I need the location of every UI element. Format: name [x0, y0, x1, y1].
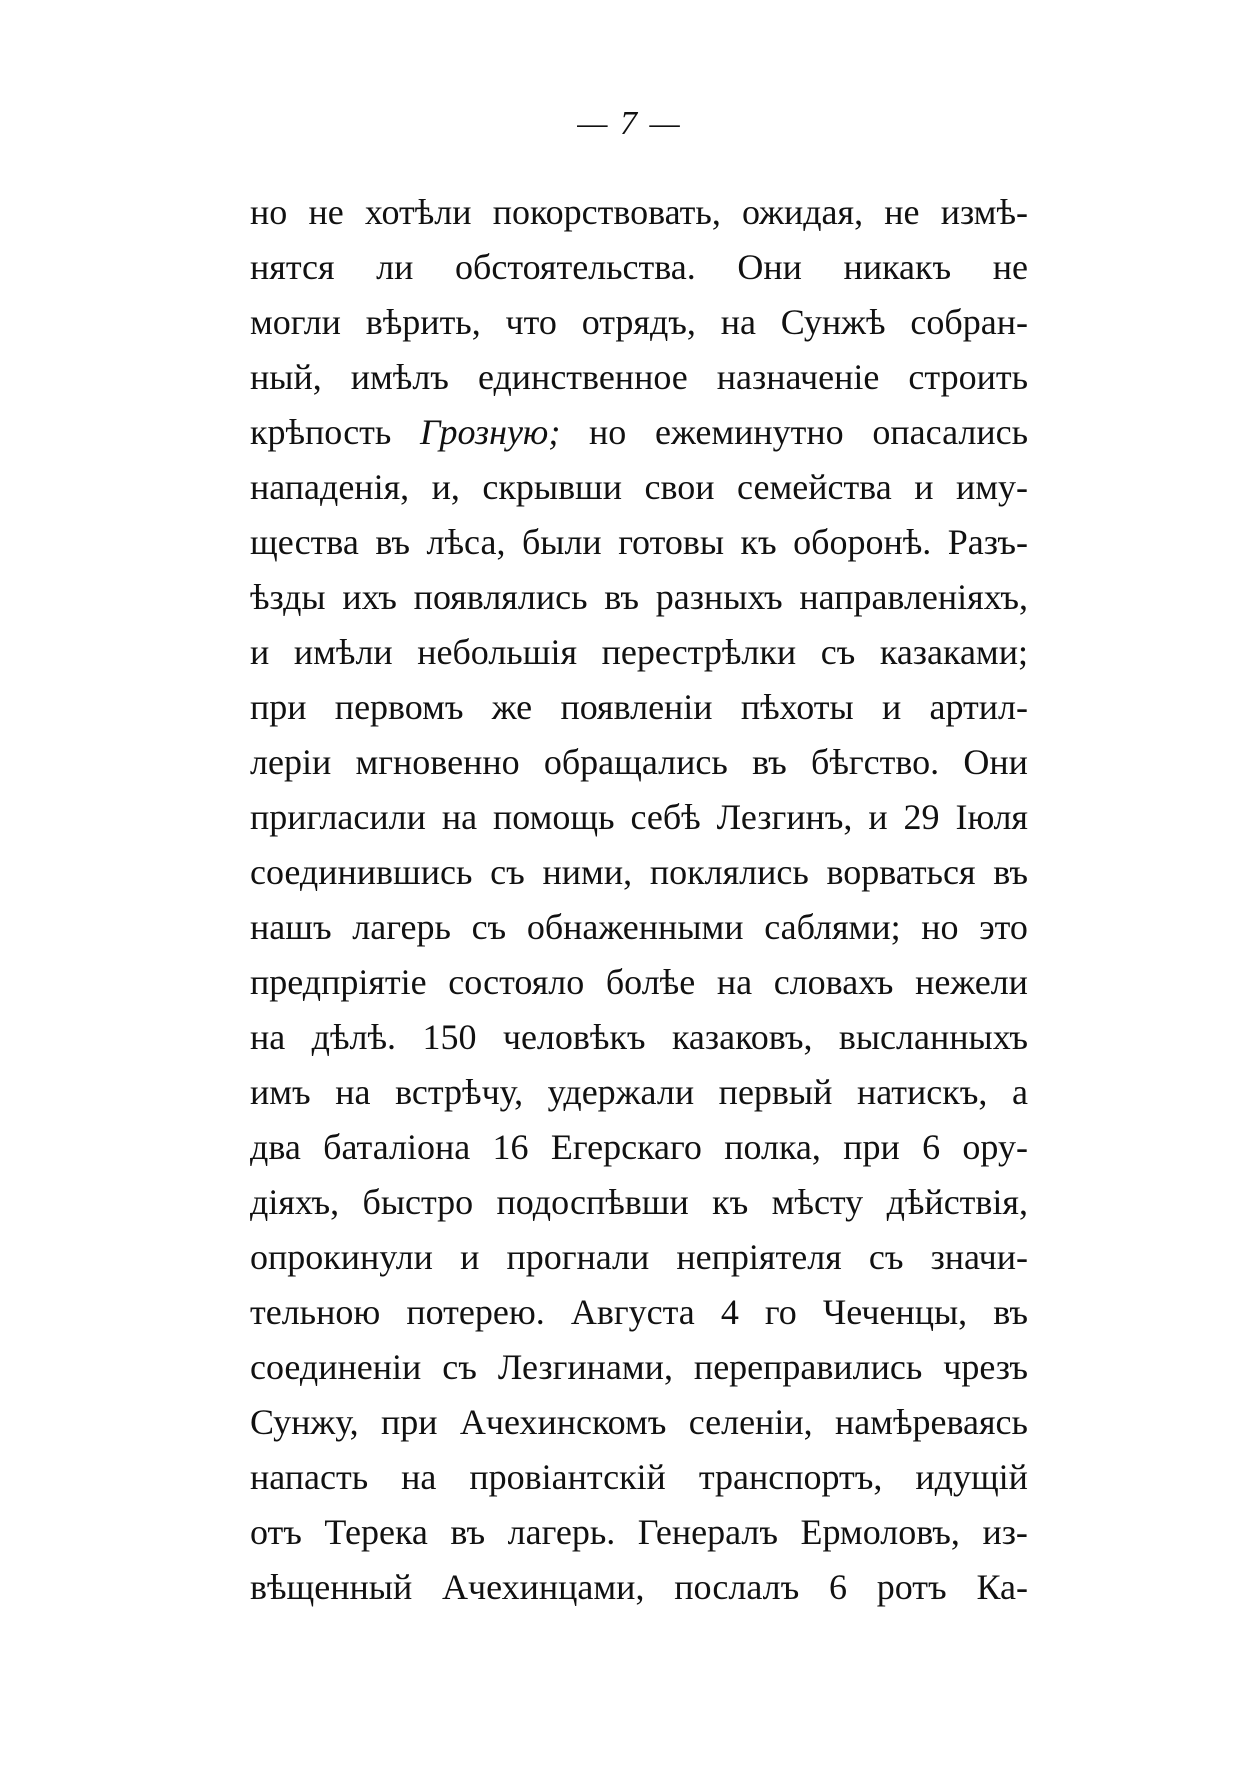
text-line: напасть на провіантскій транспортъ, идущій — [250, 1457, 1028, 1497]
text-line: имъ на встрѣчу, удержали первый натискъ, а — [250, 1072, 1028, 1112]
text-line: ный, имѣлъ единственное назначеніе строить — [250, 357, 1028, 397]
body-text — [250, 185, 1028, 1615]
text-line: ѣзды ихъ появлялись въ разныхъ направленіяхъ, — [250, 577, 1028, 617]
text-line: пригласили на помощь себѣ Лезгинъ, и 29 Іюля — [250, 797, 1028, 837]
text-line: діяхъ, быстро подоспѣвши къ мѣсту дѣйствія, — [250, 1182, 1028, 1222]
text-line: крѣпость Грозную; но ежеминутно опасались — [250, 412, 1028, 452]
text-line: щества въ лѣса, были готовы къ оборонѣ. Разъ- — [250, 522, 1028, 562]
text-line: нападенія, и, скрывши свои семейства и иму- — [250, 467, 1028, 507]
text-line: тельною потерею. Августа 4 го Чеченцы, въ — [250, 1292, 1028, 1332]
text-line: нашъ лагерь съ обнаженными саблями; но это — [250, 907, 1028, 947]
text-line: и имѣли небольшія перестрѣлки съ казаками; — [250, 632, 1028, 672]
text-line: опрокинули и прогнали непріятеля съ значи- — [250, 1237, 1028, 1277]
text-line: два баталіона 16 Егерскаго полка, при 6 ору- — [250, 1127, 1028, 1167]
text-line: отъ Терека въ лагерь. Генералъ Ермоловъ, из- — [250, 1512, 1028, 1552]
text-line: соединившись съ ними, поклялись ворваться въ — [250, 852, 1028, 892]
text-line: на дѣлѣ. 150 человѣкъ казаковъ, высланныхъ — [250, 1017, 1028, 1057]
text-line: но не хотѣли покорствовать, ожидая, не измѣ- — [250, 192, 1028, 232]
text-line: соединеніи съ Лезгинами, переправились чрезъ — [250, 1347, 1028, 1387]
text-line: предпріятіе состояло болѣе на словахъ нежели — [250, 962, 1028, 1002]
text-line: нятся ли обстоятельства. Они никакъ не — [250, 247, 1028, 287]
text-line: леріи мгновенно обращались въ бѣгство. Они — [250, 742, 1028, 782]
text-line: при первомъ же появленіи пѣхоты и артил- — [250, 687, 1028, 727]
page-number: — 7 — — [577, 105, 682, 142]
text-line: Сунжу, при Ачехинскомъ селеніи, намѣреваясь — [250, 1402, 1028, 1442]
text-line: могли вѣрить, что отрядъ, на Сунжѣ собран- — [250, 302, 1028, 342]
text-line: вѣщенный Ачехинцами, послалъ 6 ротъ Ка- — [250, 1567, 1028, 1607]
